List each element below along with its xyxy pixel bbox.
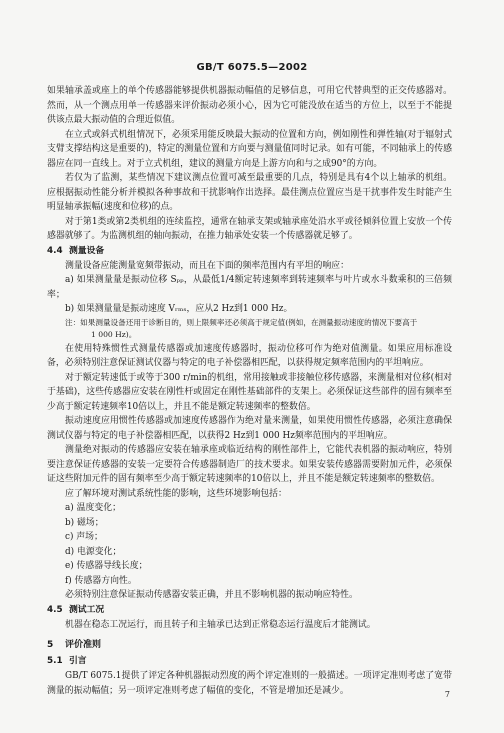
section-heading xyxy=(47,636,452,654)
paragraph: f) 传感器方向性。 xyxy=(65,575,137,586)
note-text: 注：如果测量设备还用于诊断目的，则上限频率还必须高于规定值(例如，在测量振动速度的情况下要高于 xyxy=(65,317,418,327)
subsection-heading xyxy=(47,603,452,618)
paragraph: 应了解环境对测试系统性能的影响，这些环境影响包括： xyxy=(65,488,287,499)
heading-number: 5.1 xyxy=(47,656,63,666)
heading-title: 测试工况 xyxy=(69,604,105,615)
paragraph: 测量设备应能测量宽频带振动，而且在下面的频率范围内有平坦的响应： xyxy=(65,260,349,271)
paragraph: d) 电源变化； xyxy=(65,546,122,557)
subsection-heading xyxy=(47,654,452,669)
paragraph: b) 如果测量量是振动速度 Vᵣₘₛ，应从2 Hz到1 000 Hz。 xyxy=(65,304,293,314)
heading-number: 4.4 xyxy=(47,245,63,256)
standard-code-header: GB/T 6075.5—2002 xyxy=(196,62,308,73)
heading-number: 5 xyxy=(47,640,54,650)
paragraph: a) 如果测量量是振动位移 Sₚₚ，从最低1/4额定转速频率到转速频率与叶片或水斗数乘积的三倍频率； xyxy=(47,275,452,300)
subsection-heading xyxy=(47,244,452,259)
paragraph: 必须特别注意保证振动传感器安装正确，并且不影响机器的振动响应特性。 xyxy=(65,590,358,600)
heading-title: 评价准则 xyxy=(65,640,102,650)
paragraph: 机器在稳态工况运行，而且转子和主轴承已达到正常稳态运行温度后才能测试。 xyxy=(65,619,376,630)
heading-title: 测量设备 xyxy=(69,245,105,256)
paragraph: b) 磁场； xyxy=(65,517,104,528)
paragraph: 在使用特殊惯性式测量传感器或加速度传感器时，振动位移可作为绝对值测量。如果应用标准设备，必须特别注意保证测试仪器与特定的电子补偿器相匹配，以获得规定频率范围内的平坦响应。 xyxy=(47,343,452,368)
paragraph: 如果轴承盖或座上的单个传感器能够提供机器振动幅值的足够信息，可用它代替典型的正交传感器对。然而，从一个测点用单一传感器来评价振动必须小心，因为它可能没放在适当的方位上，以至于不能提供该点最大振动值的合理近似值。 xyxy=(47,86,452,125)
document-body xyxy=(47,84,452,698)
paragraph: 振动速度应用惯性传感器或加速度传感器作为绝对量来测量，如果使用惯性传感器，必须注意确保测试仪器与特定的电子补偿器相匹配，以获得2 Hz到1 000 Hz频率范围内的平坦响应。 xyxy=(47,416,452,441)
heading-number: 4.5 xyxy=(47,604,63,615)
page-number: 7 xyxy=(444,690,450,699)
paragraph: 若仅为了监测，某些情况下建议测点位置可减至最重要的几点，特别是具有4个以上轴承的机组。应根据振动性能分析并模拟各种事故和干扰影响作出选择。最佳测点位置应当是干扰事件发生时能产生明显轴承振幅(速度和位移)的点。 xyxy=(47,173,452,212)
paragraph: e) 传感器导线长度； xyxy=(65,561,148,571)
paragraph: 测量绝对振动的传感器应安装在轴承座或临近结构的刚性部件上，它能代表机器的振动响应，特别要注意保证传感器的安装一定要符合传感器制造厂的技术要求。如果安装传感器需要附加元件，必须保证这些附加元件的固有频率至少高于额定转速频率的10倍以上，并且不能是额定转速频率的整数倍。 xyxy=(47,445,452,484)
paragraph: GB/T 6075.1提供了评定各种机器振动烈度的两个评定准则的一般描述。一项评定准则考虑了宽带测量的振动幅值；另一项评定准则考虑了幅值的变化，不管是增加还是减少。 xyxy=(47,671,452,696)
paragraph: a) 温度变化； xyxy=(65,503,121,513)
note-text: 1 000 Hz)。 xyxy=(91,330,137,339)
paragraph: 在立式或斜式机组情况下，必须采用能反映最大振动的位置和方向，例如刚性和弹性轴(对于辐射式支臂支撑结构这是重要的)，特定的测量位置和方向要与测量值同时记录。如有可能，不同轴承上的传感器应在同一直线上。对于立式机组，建议的测量方向是上游方向和与之成90°的方向。 xyxy=(47,129,452,169)
paragraph: c) 声场； xyxy=(65,532,103,542)
heading-title: 引言 xyxy=(69,656,87,666)
paragraph: 对于额定转速低于或等于300 r/min的机组，常用接触或非接触位移传感器，来测量相对位移(相对于基础)，这些传感器应安装在刚性杆或固定在刚性基础部件的支架上。必须保证这些部件的固有频率至少高于额定转速频率10倍以上，并且不能是额定转速频率的整数倍。 xyxy=(47,372,452,412)
paragraph: 对于第1类或第2类机组的连续监控，通常在轴承支架或轴承座处沿水平或径倾斜位置上安放一个传感器就够了。为监测机组的轴向振动，在推力轴承处安装一个传感器就足够了。 xyxy=(47,216,452,241)
